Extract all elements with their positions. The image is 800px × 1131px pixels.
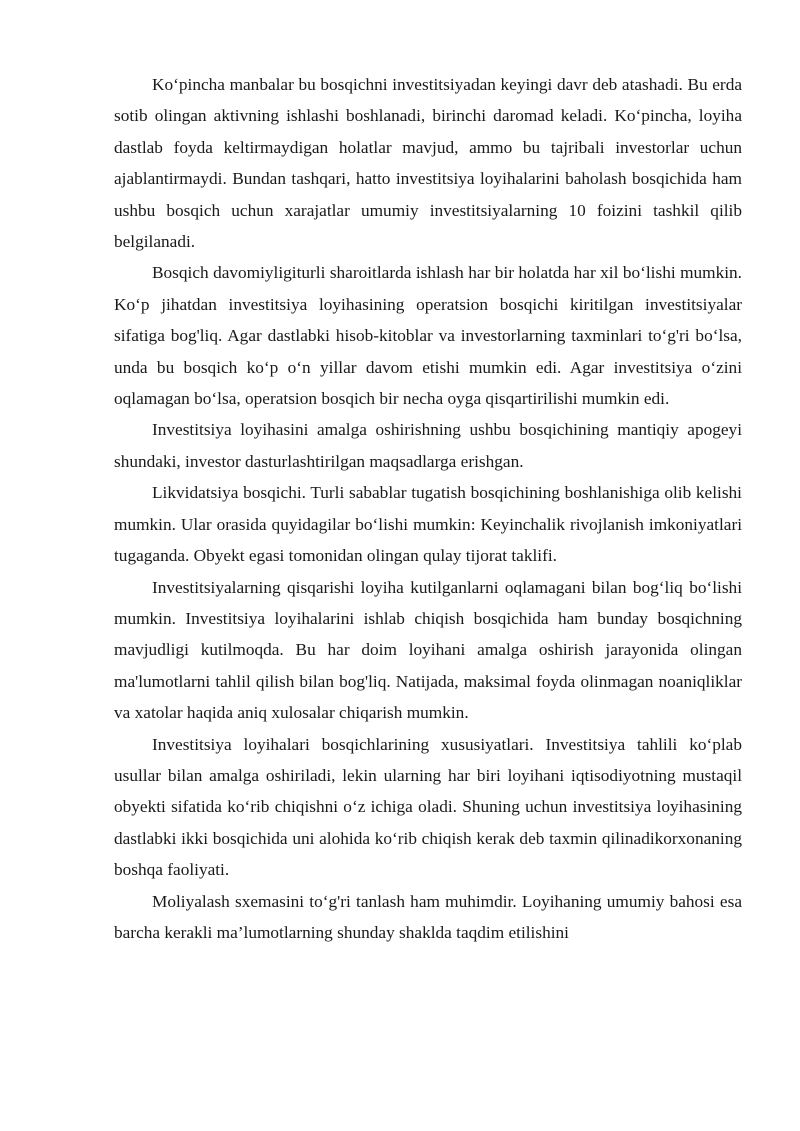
paragraph: Investitsiyalarning qisqarishi loyiha kutilganlarni oqlamagani bilan bog‘liq bo‘lishi mumkin. Investitsiya loyihalarini ishlab chiqish bosqichida ham bunday bosqichning mavjudligi kutilmoqda. Bu har doim loyihani amalga oshirish jarayonida olingan ma'lumotlarni tahlil qilish bilan bog'liq. Natijada, maksimal foyda olinmagan noaniqliklar va xatolar haqida aniq xulosalar chiqarish mumkin. bbox=[114, 577, 742, 723]
paragraph: Ko‘pincha manbalar bu bosqichni investitsiyadan keyingi davr deb atashadi. Bu erda sotib olingan aktivning ishlashi boshlanadi, birinchi daromad keladi. Ko‘pincha, loyiha dastlab foyda keltirmaydigan holatlar mavjud, ammo bu tajribali investorlar uchun ajablantirmaydi. Bundan tashqari, hatto investitsiya loyihalarini baholash bosqichida ham ushbu bosqich uchun xarajatlar umumiy investitsiyalarning 10 foizini tashkil qilib belgilanadi. bbox=[114, 75, 742, 252]
paragraph: Likvidatsiya bosqichi. Turli sabablar tugatish bosqichining boshlanishiga olib kelishi mumkin. Ular orasida quyidagilar bo‘lishi mumkin: Keyinchalik rivojlanish imkoniyatlari tugaganda. Obyekt egasi tomonidan olingan qulay tijorat taklifi. bbox=[114, 483, 742, 566]
paragraph: Bosqich davomiyligiturli sharoitlarda ishlash har bir holatda har xil bo‘lishi mumkin. Ko‘p jihatdan investitsiya loyihasining operatsion bosqichi kiritilgan investitsiyalar sifatiga bog'liq. Agar dastlabki hisob-kitoblar va investorlarning taxminlari to‘g'ri bo‘lsa, unda bu bosqich ko‘p o‘n yillar davom etishi mumkin edi. Agar investitsiya o‘zini oqlamagan bo‘lsa, operatsion bosqich bir necha oyga qisqartirilishi mumkin edi. bbox=[114, 263, 742, 409]
paragraph: Investitsiya loyihasini amalga oshirishning ushbu bosqichining mantiqiy apogeyi shundaki, investor dasturlashtirilgan maqsadlarga erishgan. bbox=[114, 420, 742, 471]
paragraph: Investitsiya loyihalari bosqichlarining xususiyatlari. Investitsiya tahlili ko‘plab usullar bilan amalga oshiriladi, lekin ularning har biri loyihani iqtisodiyotning mustaqil obyekti sifatida ko‘rib chiqishni o‘z ichiga oladi. Shuning uchun investitsiya loyihasining dastlabki ikki bosqichida uni alohida ko‘rib chiqish kerak deb taxmin qilinadikorxonaning boshqa faoliyati. bbox=[114, 734, 742, 880]
document-page bbox=[114, 69, 742, 948]
paragraph: Moliyalash sxemasini to‘g'ri tanlash ham muhimdir. Loyihaning umumiy bahosi esa barcha kerakli ma’lumotlarning shunday shaklda taqdim etilishini bbox=[114, 891, 742, 942]
